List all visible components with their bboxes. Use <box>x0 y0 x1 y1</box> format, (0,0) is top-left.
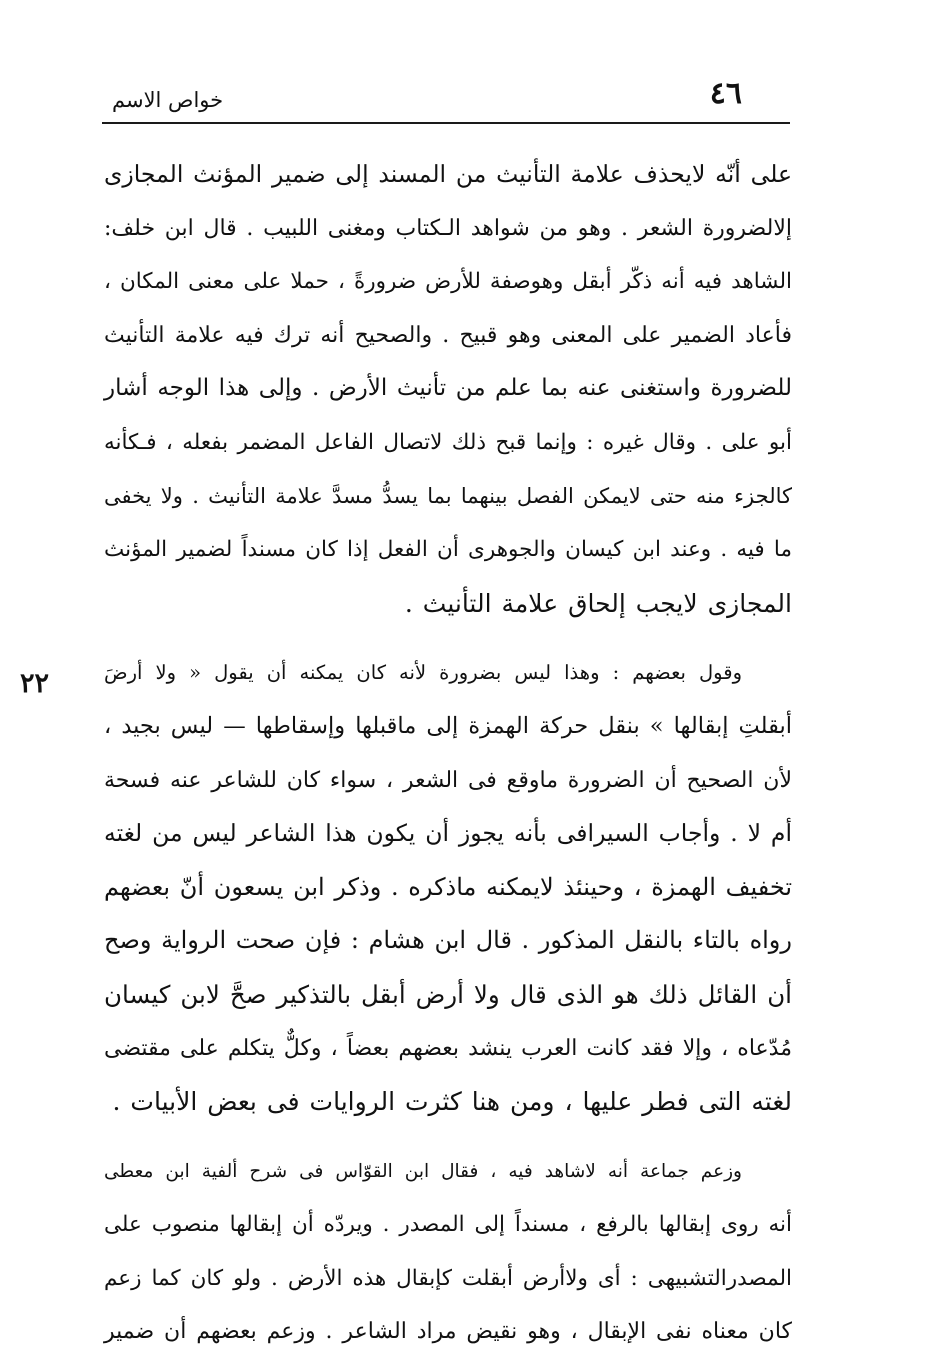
text-line: وقول بعضهم : وهذا ليس بضرورة لأنه كان يمكنه أن يقول « ولا أرضَ <box>104 661 742 685</box>
text-line: أبو على . وقال غيره : وإنما قبح ذلك لاتصال الفاعل المضمر بفعله ، فـكأنه <box>104 429 792 455</box>
text-line: إلالضرورة الشعر . وهو من شواهد الـكتاب ومغنى اللبيب . قال ابن خلف: <box>104 215 792 241</box>
running-title: خواص الاسم <box>112 88 224 112</box>
text-line: الشاهد فيه أنه ذكّر أبقل وهوصفة للأرض ضرورةً ، حملا على معنى المكان ، <box>104 269 792 295</box>
text-line: كان معناه نفى الإبقال ، وهو نقيض مراد الشاعر . وزعم بعضهم أن ضمير <box>104 1319 792 1345</box>
text-line: المجازى لايجب إلحاق علامة التأنيث . <box>404 588 792 618</box>
text-line: كالجزء منه حتى لايمكن الفصل بينهما بما يسدُّ مسدَّ علامة التأنيث . ولا يخفى <box>104 483 792 508</box>
paragraph-1 <box>104 148 792 630</box>
text-line: لأن الصحيح أن الضرورة ماوقع فى الشعر ، سواء كان للشاعر عنه فسحة <box>104 767 792 793</box>
text-line: مُدّعاه ، وإلا فقد كانت العرب ينشد بعضهم بعضاً ، وكلٌّ يتكلم على مقتضى <box>104 1035 792 1061</box>
margin-verse-number: ٢٢ <box>20 668 50 699</box>
text-line: فأعاد الضمير على المعنى وهو قبيح . والصحيح أنه ترك فيه علامة التأنيث <box>104 322 792 348</box>
text-line: المصدرالتشبيهى : أى ولاأرض أبقلت كإبقال هذه الأرض . ولو كان كما زعم <box>104 1265 792 1291</box>
text-line: رواه بالتاء بالنقل المذكور . قال ابن هشام : فإن صحت الرواية وصح <box>104 926 792 955</box>
text-line: تخفيف الهمزة ، وحينئذ لايمكنه ماذكره . وذكر ابن يسعون أنّ بعضهم <box>104 872 792 901</box>
text-line: وزعم جماعة أنه لاشاهد فيه ، فقال ابن القوّاس فى شرح ألفية ابن معطى <box>104 1160 742 1182</box>
page-number: ٤٦ <box>709 76 742 111</box>
text-line: أبقلتِ إبقالها » بنقل حركة الهمزة إلى ماقبلها وإسقاطها — ليس بجيد ، <box>104 712 792 739</box>
text-line: لغته التى فطر عليها ، ومن هنا كثرت الروايات فى بعض الأبيات . <box>112 1087 792 1117</box>
page-header <box>102 74 790 124</box>
text-line: أنه روى إبقالها بالرفع ، مسنداً إلى المصدر . ويردّه أن إبقالها منصوب على <box>104 1212 792 1238</box>
text-line: أن القائل ذلك هو الذى قال ولا أرض أبقل بالتذكير صحَّ لابن كيسان <box>104 979 792 1009</box>
text-line: على أنّه لايحذف علامة التأنيث من المسند إلى ضمير المؤنث المجازى <box>104 160 792 188</box>
paragraph-3 <box>104 1145 792 1359</box>
text-line: ما فيه . وعند ابن كيسان والجوهرى أن الفعل إذا كان مسنداً لضمير المؤنث <box>104 537 792 563</box>
paragraph-2 <box>104 646 792 1128</box>
text-line: للضرورة واستغنى عنه بما علم من تأنيث الأرض . وإلى هذا الوجه أشار <box>104 375 792 402</box>
text-line: أم لا . وأجاب السيرافى بأنه يجوز أن يكون هذا الشاعر ليس من لغته <box>104 819 792 848</box>
page-body-text <box>104 148 792 1359</box>
